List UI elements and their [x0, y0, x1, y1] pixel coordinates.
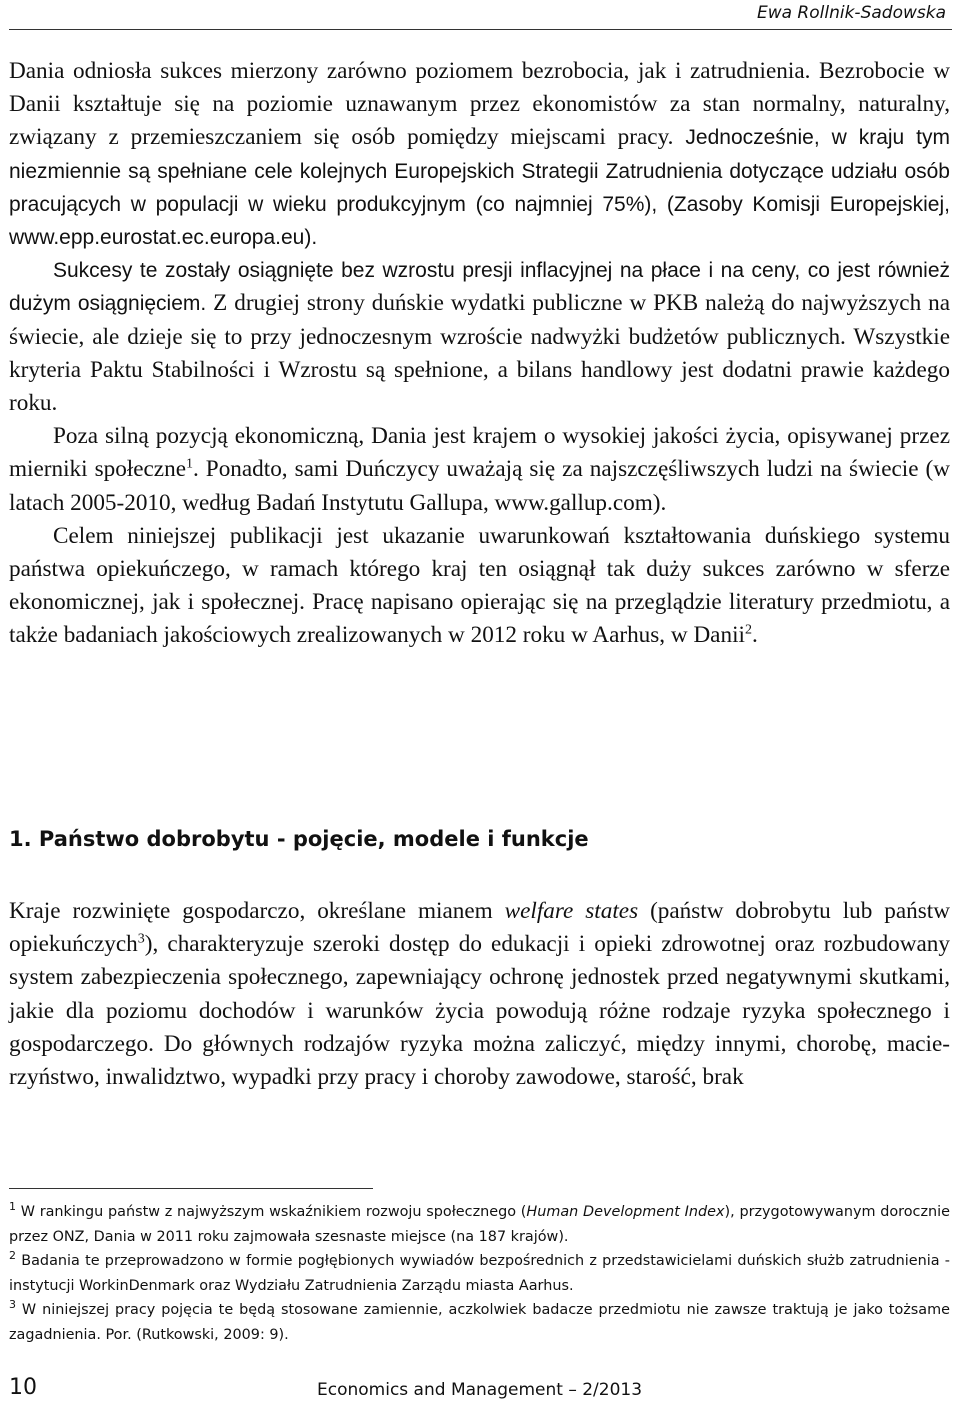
page-footer [9, 1373, 950, 1403]
footnote-1-number: 1 [9, 1200, 16, 1214]
paragraph-3 [9, 420, 950, 520]
footnote-separator [9, 1188, 373, 1189]
footnote-3 [9, 1298, 950, 1347]
paragraph-3-text-b: . Ponadto, sami Duńczycy uważają się za najszczęśliwszych ludzi na świecie (w latach 2005-2010, według Badań Instytutu Gallupa, www.gallup.com). [9, 456, 951, 516]
paragraph-4 [9, 520, 950, 653]
footnote-3-number: 3 [9, 1298, 16, 1312]
footnote-2-number: 2 [9, 1249, 16, 1263]
footnote-ref-3[interactable]: 3 [137, 931, 145, 947]
paragraph-3-text-a: Poza silną pozycją ekonomiczną, Dania jest krajem o wysokiej jakości życia, opisywanej przez mierniki społeczne [9, 423, 950, 483]
footnote-2-text: Badania te przeprowadzono w formie pogłębionych wywiadów bezpośrednich z przedstawicielami duńskich służb zatrudnienia - instytucji WorkinDenmark oraz Wydziału Zatrudnienia Zarządu miasta Aarhus. [9, 1253, 950, 1294]
section-paragraph [9, 895, 950, 1094]
page-number: 10 [9, 1375, 37, 1400]
running-header [9, 0, 952, 30]
footnote-ref-1[interactable]: 1 [186, 456, 193, 472]
paragraph-2-serif: Z drugiej strony duńskie wydatki publiczne w PKB należą do najwyższych na świecie, ale dzieje się to przy jednoczesnym wzroście nadwyżki budżetów publicznych. Wszystkie kryteria Paktu Stabilności i Wzrostu są spełnione, a bilans handlowy jest dodatni prawie każdego roku. [9, 290, 950, 417]
paragraph-2 [9, 254, 950, 420]
footnote-2 [9, 1249, 950, 1298]
footnotes [9, 1200, 950, 1347]
header-author: Ewa Rollnik-Sadowska [756, 3, 946, 23]
footnote-3-text: W niniejszej pracy pojęcia te będą stosowane zamiennie, aczkolwiek badacze przedmiotu nie zawsze traktują je jako tożsame zagadnienia. Por. (Rutkowski, 2009: 9). [9, 1302, 950, 1343]
journal-name: Economics and Management – 2/2013 [317, 1380, 643, 1400]
section-heading: 1. Państwo dobrobytu - pojęcie, modele i funkcje [9, 827, 589, 851]
paragraph-1 [9, 55, 950, 254]
body-text [9, 55, 950, 653]
footnote-1 [9, 1200, 950, 1249]
footnote-1-text-b: ), przygotowywanym dorocznie przez ONZ, Dania w 2011 roku zajmowała szesnaste miejsce (na 187 krajów). [9, 1204, 950, 1245]
section-text-a: Kraje rozwinięte gospodarczo, określane mianem [9, 898, 505, 924]
paragraph-4-text-a: Celem niniejszej publikacji jest ukazanie uwarunkowań kształtowania duńskiego systemu państwa opiekuńczego, w ramach którego kraj ten osiągnął tak duży sukces zarówno w sferze ekonomicznej, jak i społecznej. Pracę napisano opierając się na przeglądzie literatury przedmiotu, a także badaniach jakościowych zrealizowanych w 2012 roku w Aarhus, w Danii [9, 522, 950, 649]
footnote-1-text-a: W rankingu państw z najwyższym wskaźnikiem rozwoju społecznego ( [16, 1204, 527, 1220]
section-body [9, 895, 950, 1094]
section-text-b: (państw dobrobytu lub państw opiekuńczych [9, 898, 950, 958]
paragraph-1-serif: Dania odniosła sukces mierzony zarówno poziomem bezrobocia, jak i zatrudnienia. Bezrobocie w Danii kształtuje się na poziomie uznawanym przez ekonomistów za stan normalny, naturalny, związany z przemieszczaniem się osób pomiędzy miejscami pracy. [9, 58, 950, 151]
section-text-c: ), charakteryzuje szeroki dostęp do edukacji i opieki zdrowotnej oraz rozbudowany system zabezpieczenia społecznego, zapewniający ochronę jednostek przed negatywnymi skutkami, jakie dla poziomu dochodów i warunków życia powodują różne rodzaje ryzyka społecznego i gospodarczego. Do głównych rodzajów ryzyka można zaliczyć, między innymi, chorobę, macierzyństwo, inwalidztwo, wypadki przy pracy i choroby zawodowe, starość, brak [9, 931, 950, 1091]
paragraph-2-sans: Sukcesy te zostały osiągnięte bez wzrostu presji inflacyjnej na płace i na ceny, co jest również dużym osiągnięciem. [9, 259, 950, 316]
paragraph-4-text-b: . [751, 622, 758, 649]
section-italic-term: welfare states [504, 898, 639, 924]
paragraph-1-sans: Jednocześnie, w kraju tym niezmiennie są spełniane cele kolejnych Europejskich Strategii Zatrudnienia dotyczące udziału osób pracujących w populacji w wieku produkcyjnym (co najmniej 75%), (Zasoby Komisji Europejskiej, www.epp.eurostat.ec.europa.eu). [9, 126, 950, 250]
footnote-1-italic: Human Development Index [526, 1204, 725, 1220]
footnote-ref-2[interactable]: 2 [744, 622, 752, 638]
